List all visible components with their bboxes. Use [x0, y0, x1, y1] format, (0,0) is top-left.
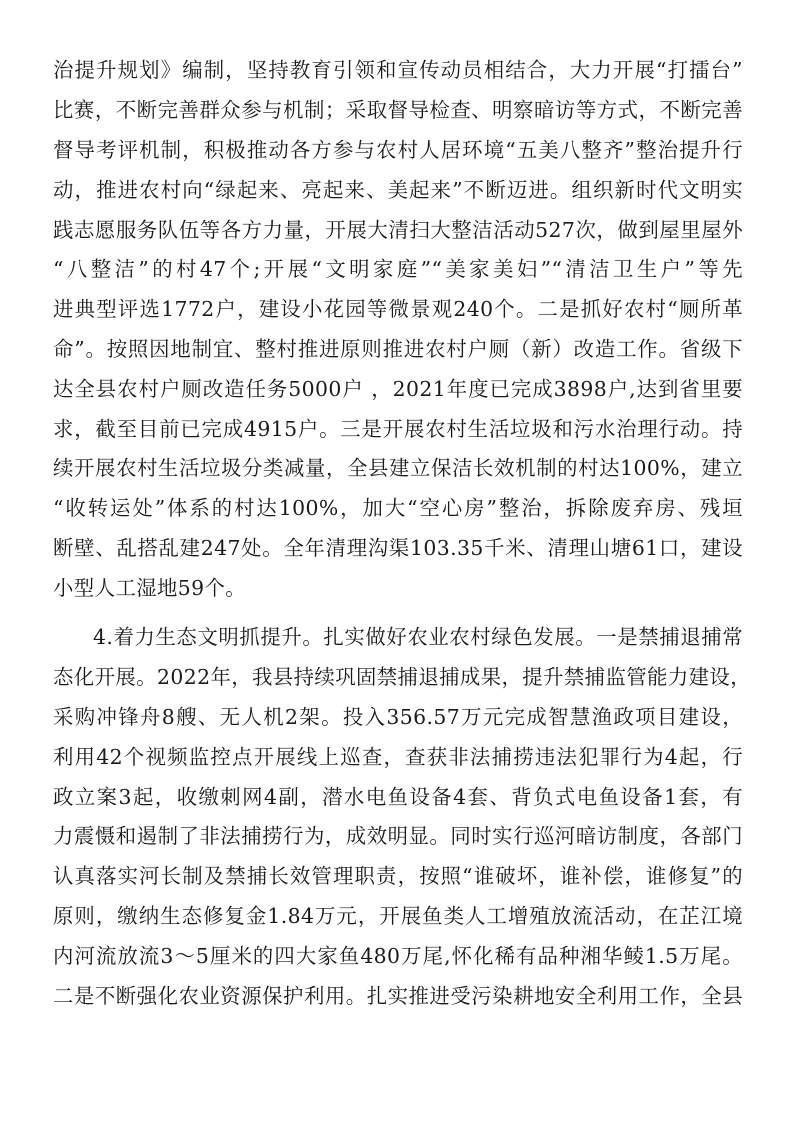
text-line: 二是不断强化农业资源保护利用。扎实推进受污染耕地安全利用工作，全县: [53, 984, 743, 1008]
text-line: 政立案3起，收缴刺网4副，潜水电鱼设备4套、背负式电鱼设备1套，有: [53, 785, 743, 809]
text-line: 利用42个视频监控点开展线上巡查，查获非法捕捞违法犯罪行为4起，行: [53, 745, 743, 769]
text-line: 践志愿服务队伍等各方力量，开展大清扫大整洁活动527次，做到屋里屋外: [53, 218, 743, 242]
text-line: 采购冲锋舟8艘、无人机2架。投入356.57万元完成智慧渔政项目建设，: [53, 705, 743, 729]
text-line: 力震慑和遏制了非法捕捞行为，成效明显。同时实行巡河暗访制度，各部门: [53, 824, 743, 848]
text-line: 达全县农村户厕改造任务5000户 ，2021年度已完成3898户,达到省里要: [53, 377, 743, 401]
text-line: 求，截至目前已完成4915户。三是开展农村生活垃圾和污水治理行动。持: [53, 417, 743, 441]
text-line: 动，推进农村向“绿起来、亮起来、美起来”不断迈进。组织新时代文明实: [53, 178, 743, 202]
text-line: 认真落实河长制及禁捕长效管理职责，按照“谁破坏，谁补偿，谁修复”的: [53, 864, 743, 888]
text-line: 比赛，不断完善群众参与机制；采取督导检查、明察暗访等方式，不断完善: [53, 98, 743, 122]
text-line: 进典型评选1772户，建设小花园等微景观240个。二是抓好农村“厕所革: [53, 297, 743, 321]
text-line-last: 小型人工湿地59个。: [53, 576, 247, 600]
text-line: 治提升规划》编制，坚持教育引领和宣传动员相结合，大力开展“打擂台”: [53, 58, 743, 82]
text-line: 态化开展。2022年，我县持续巩固禁捕退捕成果，提升禁捕监管能力建设，: [53, 665, 751, 689]
text-line: 续开展农村生活垃圾分类减量，全县建立保洁长效机制的村达100%，建立: [53, 456, 743, 480]
text-line: 原则，缴纳生态修复金1.84万元，开展鱼类人工增殖放流活动，在芷江境: [53, 904, 743, 928]
text-line: 内河流放流3～5厘米的四大家鱼480万尾,怀化稀有品种湘华鲮1.5万尾。: [53, 944, 743, 968]
text-line: “八整洁”的村47个;开展“文明家庭”“美家美妇”“清洁卫生户”等先: [53, 257, 743, 281]
text-line: 命”。按照因地制宜、整村推进原则推进农村户厕（新）改造工作。省级下: [53, 337, 743, 361]
text-line-first: 4.着力生态文明抓提升。扎实做好农业农村绿色发展。一是禁捕退捕常: [93, 625, 743, 649]
text-line: “收转运处”体系的村达100%，加大“空心房”整治，拆除废弃房、残垣: [53, 496, 743, 520]
text-line: 断壁、乱搭乱建247处。全年清理沟渠103.35千米、清理山塘61口，建设: [53, 536, 743, 560]
text-line: 督导考评机制，积极推动各方参与农村人居环境“五美八整齐”整治提升行: [53, 138, 743, 162]
